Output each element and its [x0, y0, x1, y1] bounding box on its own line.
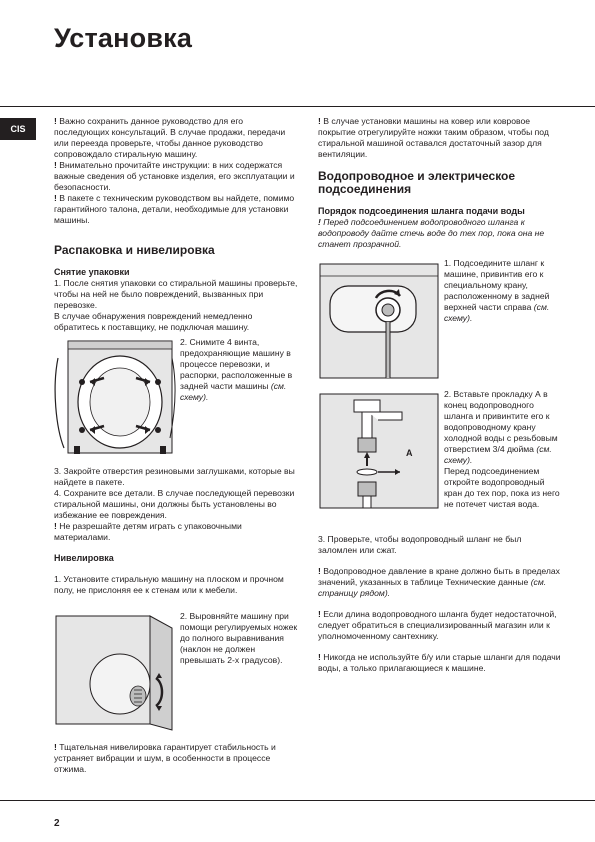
- intro-note: ! В пакете с техническим руководством вы найдете, помимо гарантийного талона, детали, необходимые для установки машины.: [54, 193, 295, 225]
- page-title: Установка: [54, 23, 193, 53]
- leveling-note: ! Тщательная нивелировка гарантирует стабильность и устраняет вибрации и шум, в особенности в процессе отжима.: [54, 742, 276, 774]
- carpet-note: ! В случае установки машины на ковер или ковровое покрытие отрегулируйте ножки таким образом, чтобы под стиральной машиной оставался достаточный зазор для вентиляции.: [318, 116, 549, 159]
- hose-machine-figure: [318, 262, 440, 380]
- leveling-feet-illustration: [54, 614, 176, 732]
- subheading-leveling: Нивелировка: [54, 553, 114, 563]
- hose-step-1: 1. Подсоедините шланг к машине, привинтив его к специальному крану, расположенному в задней верхней части справа (см. схему).: [444, 258, 550, 323]
- hose-warning: ! Перед подсоединением водопроводного шланга к водопроводу дайте стечь воде до тех пор, пока она не станет прозрачной.: [318, 217, 545, 249]
- hose-step-2: 2. Вставьте прокладку А в конец водопроводного шланга и привинтите его к водопроводному крану холодной воды с резьбовым отверстием 3/4 дюйма (см. схему). Перед подсоединением откройте водопроводный кран до тех пор, пока из него не потечет чистая вода.: [444, 389, 560, 509]
- leveling-step-1: 1. Установите стиральную машину на плоском и прочном полу, не прислоняя ее к стенам или к мебели.: [54, 574, 284, 595]
- leveling-feet-figure: [54, 614, 176, 732]
- step-1: 1. После снятия упаковки со стиральной машины проверьте, чтобы на ней не было повреждений, вызванных при перевозке.: [54, 278, 298, 310]
- language-tab: CIS: [0, 118, 36, 140]
- warning-children: ! Не разрешайте детям играть с упаковочными материалами.: [54, 521, 242, 542]
- step-2: 2. Снимите 4 винта, предохраняющие машину в процессе перевозки, и распорки, расположенные в задней части машины (см. схему).: [180, 337, 293, 402]
- intro-note: ! Важно сохранить данное руководство для его последующих консультаций. В случае продажи, передачи или переезда проверьте, чтобы данное руководство сопровождало стиральную машину.: [54, 116, 286, 159]
- step-3: 3. Закройте отверстия резиновыми заглушками, которые вы найдете в пакете.: [54, 466, 295, 487]
- step-4: 4. Сохраните все детали. В случае последующей перевозки стиральной машины, они должны быть установлены во избежание ее повреждения.: [54, 488, 295, 520]
- step-1-note: В случае обнаружения повреждений немедленно обратитесь к поставщику, не подключая машину.: [54, 311, 253, 332]
- hose-step-3: 3. Проверьте, чтобы водопроводный шланг не был заломлен или сжат.: [318, 534, 522, 555]
- subheading-hose: Порядок подсоединения шланга подачи воды: [318, 206, 525, 216]
- unpacking-steps: [54, 466, 298, 596]
- hose-machine-illustration: [318, 262, 440, 380]
- old-hoses-note: ! Никогда не используйте б/у или старые шланги для подачи воды, а только прилагающиеся к машине.: [318, 652, 561, 673]
- washer-back-illustration: [54, 338, 176, 456]
- header-rule: [0, 106, 595, 107]
- unpacking-section: [54, 244, 298, 333]
- tap-gasket-figure: [318, 392, 440, 510]
- gasket-label-a: A: [406, 448, 413, 458]
- connections-section: [318, 170, 562, 250]
- hose-notes: [318, 534, 562, 674]
- left-column: [54, 116, 298, 226]
- length-note: ! Если длина водопроводного шланга будет недостаточной, следует обратиться в специализированный магазин или к уполномоченному сантехнику.: [318, 609, 557, 641]
- subheading-removal: Снятие упаковки: [54, 267, 130, 277]
- washer-back-figure: [54, 338, 176, 456]
- section-heading-connections: Водопроводное и электрическое подсоединения: [318, 169, 516, 196]
- pressure-note: ! Водопроводное давление в кране должно быть в пределах значений, указанных в таблице Технические данные (см. страницу рядом).: [318, 566, 560, 598]
- page-number: 2: [54, 818, 60, 829]
- section-heading-unpacking: Распаковка и нивелировка: [54, 243, 215, 257]
- footer-rule: [0, 800, 595, 801]
- intro-note: ! Внимательно прочитайте инструкции: в них содержатся важные сведения об установке изделия, его эксплуатации и безопасности.: [54, 160, 295, 192]
- tap-gasket-illustration: [318, 392, 440, 510]
- leveling-step-2: 2. Выровняйте машину при помощи регулируемых ножек до полного выравнивания (наклон не должен превышать 2-х градусов).: [180, 611, 298, 665]
